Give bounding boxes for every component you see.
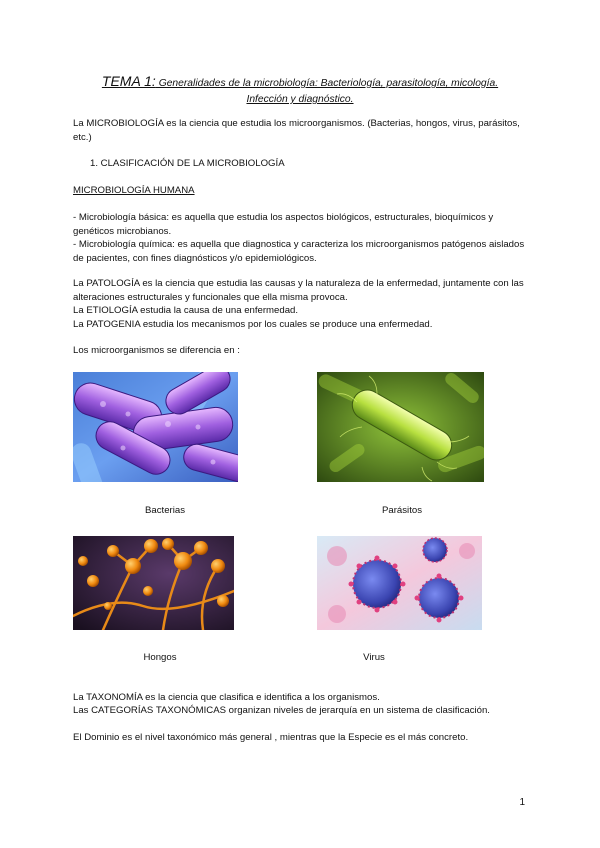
- fungi-image: [73, 536, 234, 630]
- bullet-basica: - Microbiología básica: es aquella que estudia los aspectos biológicos, estructurales, bioquímicos y genéticos microbianos.: [73, 212, 494, 237]
- differences-intro: Los microorganismos se diferencia en :: [73, 345, 240, 356]
- title-main: Generalidades de la microbiología: Bacteriología, parasitología, micología.: [155, 78, 499, 89]
- virus-image: [317, 536, 482, 630]
- definition-patogenia: La PATOGENIA estudia los mecanismos por los cuales se produce una enfermedad.: [73, 319, 433, 330]
- taxonomy-categories: Las CATEGORÍAS TAXONÓMICAS organizan niveles de jerarquía en un sistema de clasificación.: [73, 705, 490, 716]
- bacteria-image: [73, 372, 238, 482]
- caption-hongos: Hongos: [143, 652, 177, 663]
- subheading-microbiologia-humana: MICROBIOLOGÍA HUMANA: [73, 185, 195, 196]
- definition-patologia: La PATOLOGÍA es la ciencia que estudia las causas y la naturaleza de la enfermedad, juntamente con las alteraciones estructurales y funcionales que ella misma provoca.: [73, 278, 524, 303]
- bullet-quimica: - Microbiología química: es aquella que diagnostica y caracteriza los microorganismos patógenos aislados de pacientes, con fines diagnósticos y/o epidemiológicos.: [73, 239, 525, 264]
- section-heading: 1. CLASIFICACIÓN DE LA MICROBIOLOGÍA: [90, 158, 285, 169]
- page-number: 1: [519, 797, 525, 808]
- intro-paragraph: La MICROBIOLOGÍA es la ciencia que estudia los microorganismos. (Bacterias, hongos, virus, parásitos, etc.): [73, 118, 520, 143]
- parasite-image: [317, 372, 484, 482]
- definition-etiologia: La ETIOLOGÍA estudia la causa de una enfermedad.: [73, 305, 299, 316]
- title-line2: Infección y diagnóstico.: [246, 94, 354, 105]
- caption-parasitos: Parásitos: [382, 505, 422, 516]
- caption-bacterias: Bacterias: [145, 505, 185, 516]
- title-tema: TEMA 1:: [101, 73, 156, 89]
- domain-species-line: El Dominio es el nivel taxonómico más general , mientras que la Especie es el más concreto.: [73, 732, 469, 743]
- document-title: [60, 73, 540, 108]
- caption-virus: Virus: [363, 652, 385, 663]
- taxonomy-definition: La TAXONOMÍA es la ciencia que clasifica e identifica a los organismos.: [73, 692, 380, 703]
